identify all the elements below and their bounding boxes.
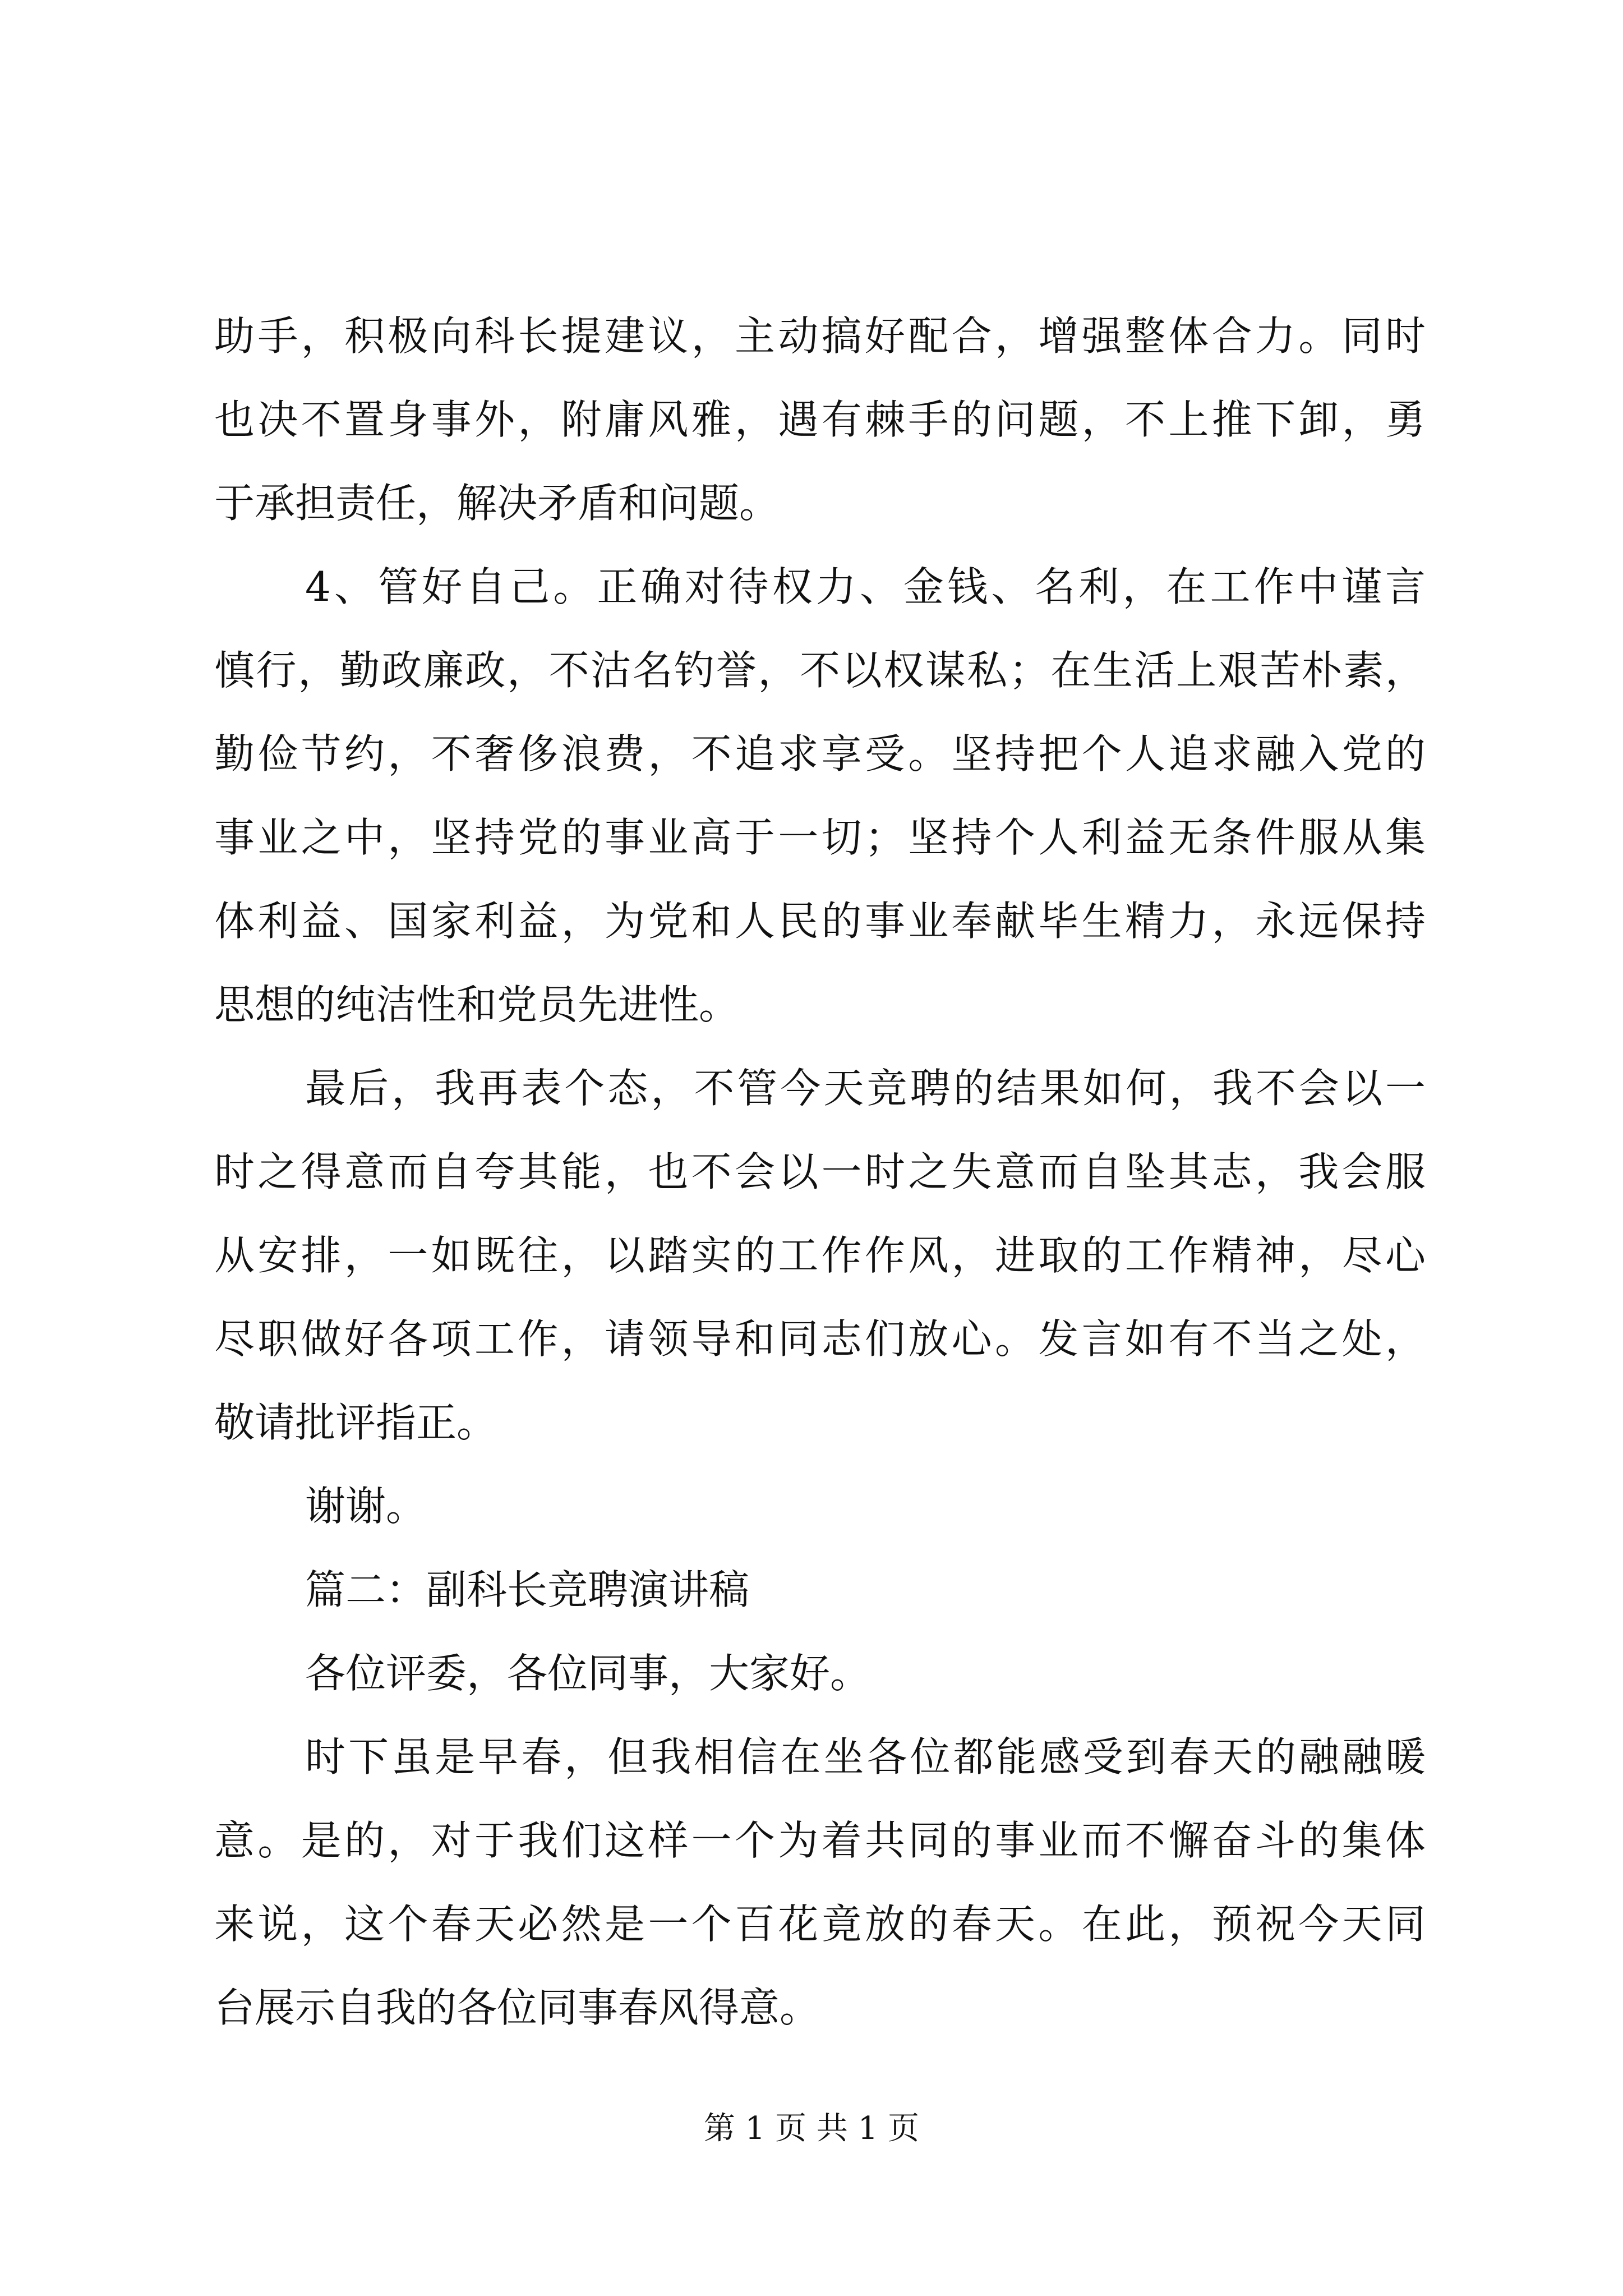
paragraph-start-line: 4、管好自己。正确对待权力、金钱、名利，在工作中谨言	[305, 563, 1426, 610]
text-line: 体利益、国家利益，为党和人民的事业奉献毕生精力，永远保持	[214, 898, 1426, 945]
paragraph-start-line: 各位评委，各位同事，大家好。	[305, 1650, 871, 1697]
text-line: 时之得意而自夸其能，也不会以一时之失意而自坠其志，我会服	[214, 1148, 1426, 1195]
paragraph-start-line: 时下虽是早春，但我相信在坐各位都能感受到春天的融融暖	[305, 1733, 1426, 1780]
text-line: 敬请批评指正。	[214, 1399, 497, 1446]
text-line: 台展示自我的各位同事春风得意。	[214, 1984, 820, 2031]
text-line: 慎行，勤政廉政，不沽名钓誉，不以权谋私；在生活上艰苦朴素，	[214, 647, 1426, 694]
text-line: 于承担责任，解决矛盾和问题。	[214, 480, 780, 527]
text-line: 也决不置身事外，附庸风雅，遇有棘手的问题，不上推下卸，勇	[214, 396, 1426, 443]
text-line: 尽职做好各项工作，请领导和同志们放心。发言如有不当之处，	[214, 1315, 1426, 1363]
document-body	[214, 295, 1426, 2050]
paragraph-start-line: 最后，我再表个态，不管今天竞聘的结果如何，我不会以一	[305, 1065, 1426, 1112]
text-line: 来说，这个春天必然是一个百花竟放的春天。在此，预祝今天同	[214, 1901, 1426, 1948]
text-line: 勤俭节约，不奢侈浪费，不追求享受。坚持把个人追求融入党的	[214, 730, 1426, 777]
paragraph-start-line: 谢谢。	[305, 1483, 427, 1530]
text-line: 思想的纯洁性和党员先进性。	[214, 981, 740, 1028]
text-line: 意。是的，对于我们这样一个为着共同的事业而不懈奋斗的集体	[214, 1817, 1426, 1864]
text-line: 事业之中，坚持党的事业高于一切；坚持个人利益无条件服从集	[214, 814, 1426, 861]
text-line: 从安排，一如既往，以踏实的工作作风，进取的工作精神，尽心	[214, 1232, 1426, 1279]
text-line: 助手，积极向科长提建议，主动搞好配合，增强整体合力。同时	[214, 312, 1426, 360]
section-heading: 篇二：副科长竞聘演讲稿	[305, 1566, 750, 1613]
page-number-footer: 第 1 页 共 1 页	[703, 2110, 920, 2147]
